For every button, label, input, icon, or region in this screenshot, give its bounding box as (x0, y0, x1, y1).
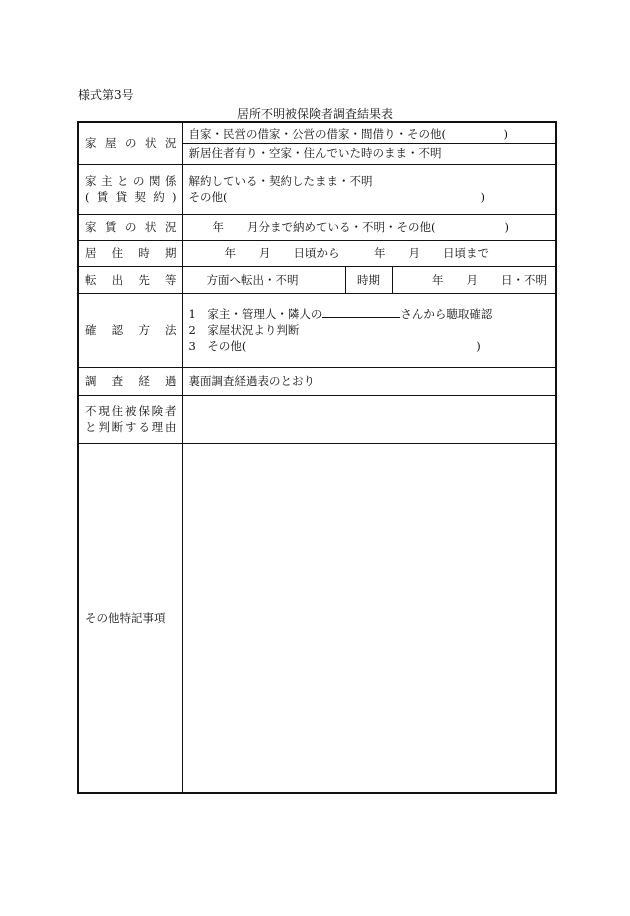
method-item-1-blank (322, 307, 400, 318)
form-number: 様式第3号 (78, 88, 134, 102)
method-item-1-prefix: 1 家主・管理人・隣人の (188, 307, 323, 321)
value-residence-period: 年 月 日頃から 年 月 日頃まで (182, 240, 556, 266)
method-item-1 (189, 306, 550, 322)
landlord-other: その他( ) (188, 190, 485, 204)
row-rent-status (78, 214, 556, 240)
value-other-notes (182, 443, 556, 793)
label-non-residence-reason-line2: と判断する理由 (85, 420, 177, 434)
value-non-residence-reason (182, 395, 556, 443)
method-item-2: 2 家屋状況より判断 (188, 323, 300, 337)
row-house-status (78, 122, 556, 164)
value-confirmation-method (182, 293, 556, 367)
value-house-status (182, 122, 556, 164)
row-moved-to (78, 266, 556, 293)
moved-direction: 方面へ転出・不明 (206, 272, 299, 287)
row-non-residence-reason (78, 395, 556, 443)
label-landlord-relation (78, 164, 182, 214)
label-landlord-relation-line1: 家主との関係 (85, 174, 177, 188)
house-occupancy-options: 新居住者有り・空家・住んでいた時のまま・不明 (188, 145, 442, 160)
row-survey-progress (78, 367, 556, 395)
row-residence-period (78, 240, 556, 266)
method-item-1-suffix: さんから聴取確認 (400, 307, 493, 321)
row-landlord-relation (78, 164, 556, 214)
value-landlord-relation (182, 164, 556, 214)
label-house-status: 家屋の状況 (78, 122, 182, 164)
form-title: 居所不明被保険者調査結果表 (236, 107, 393, 121)
label-survey-progress: 調査経過 (78, 367, 182, 395)
label-non-residence-reason-line1: 不現住被保険者 (85, 404, 177, 418)
value-rent-status: 年 月分まで納めている・不明・その他( ) (182, 214, 556, 240)
label-other-notes: その他特記事項 (78, 443, 182, 793)
label-confirmation-method: 確認方法 (78, 293, 182, 367)
value-moved-to (182, 266, 556, 293)
label-rent-status: 家賃の状況 (78, 214, 182, 240)
row-other-notes (78, 443, 556, 793)
row-confirmation-method (78, 293, 556, 367)
label-moved-to: 転出先等 (78, 266, 182, 293)
moved-period-label: 時期 (345, 267, 393, 293)
value-survey-progress: 裏面調査経過表のとおり (182, 367, 556, 395)
method-item-3: 3 その他( ) (188, 339, 481, 353)
label-residence-period: 居住時期 (78, 240, 182, 266)
landlord-contract-options: 解約している・契約したまま・不明 (188, 174, 373, 188)
house-status-options: 自家・民営の借家・公営の借家・間借り・その他( ) (183, 125, 556, 144)
survey-result-table (77, 121, 557, 794)
label-non-residence-reason (78, 395, 182, 443)
moved-period-value: 年 月 日・不明 (432, 272, 547, 287)
label-landlord-relation-line2: (賃貸契約) (85, 190, 177, 204)
